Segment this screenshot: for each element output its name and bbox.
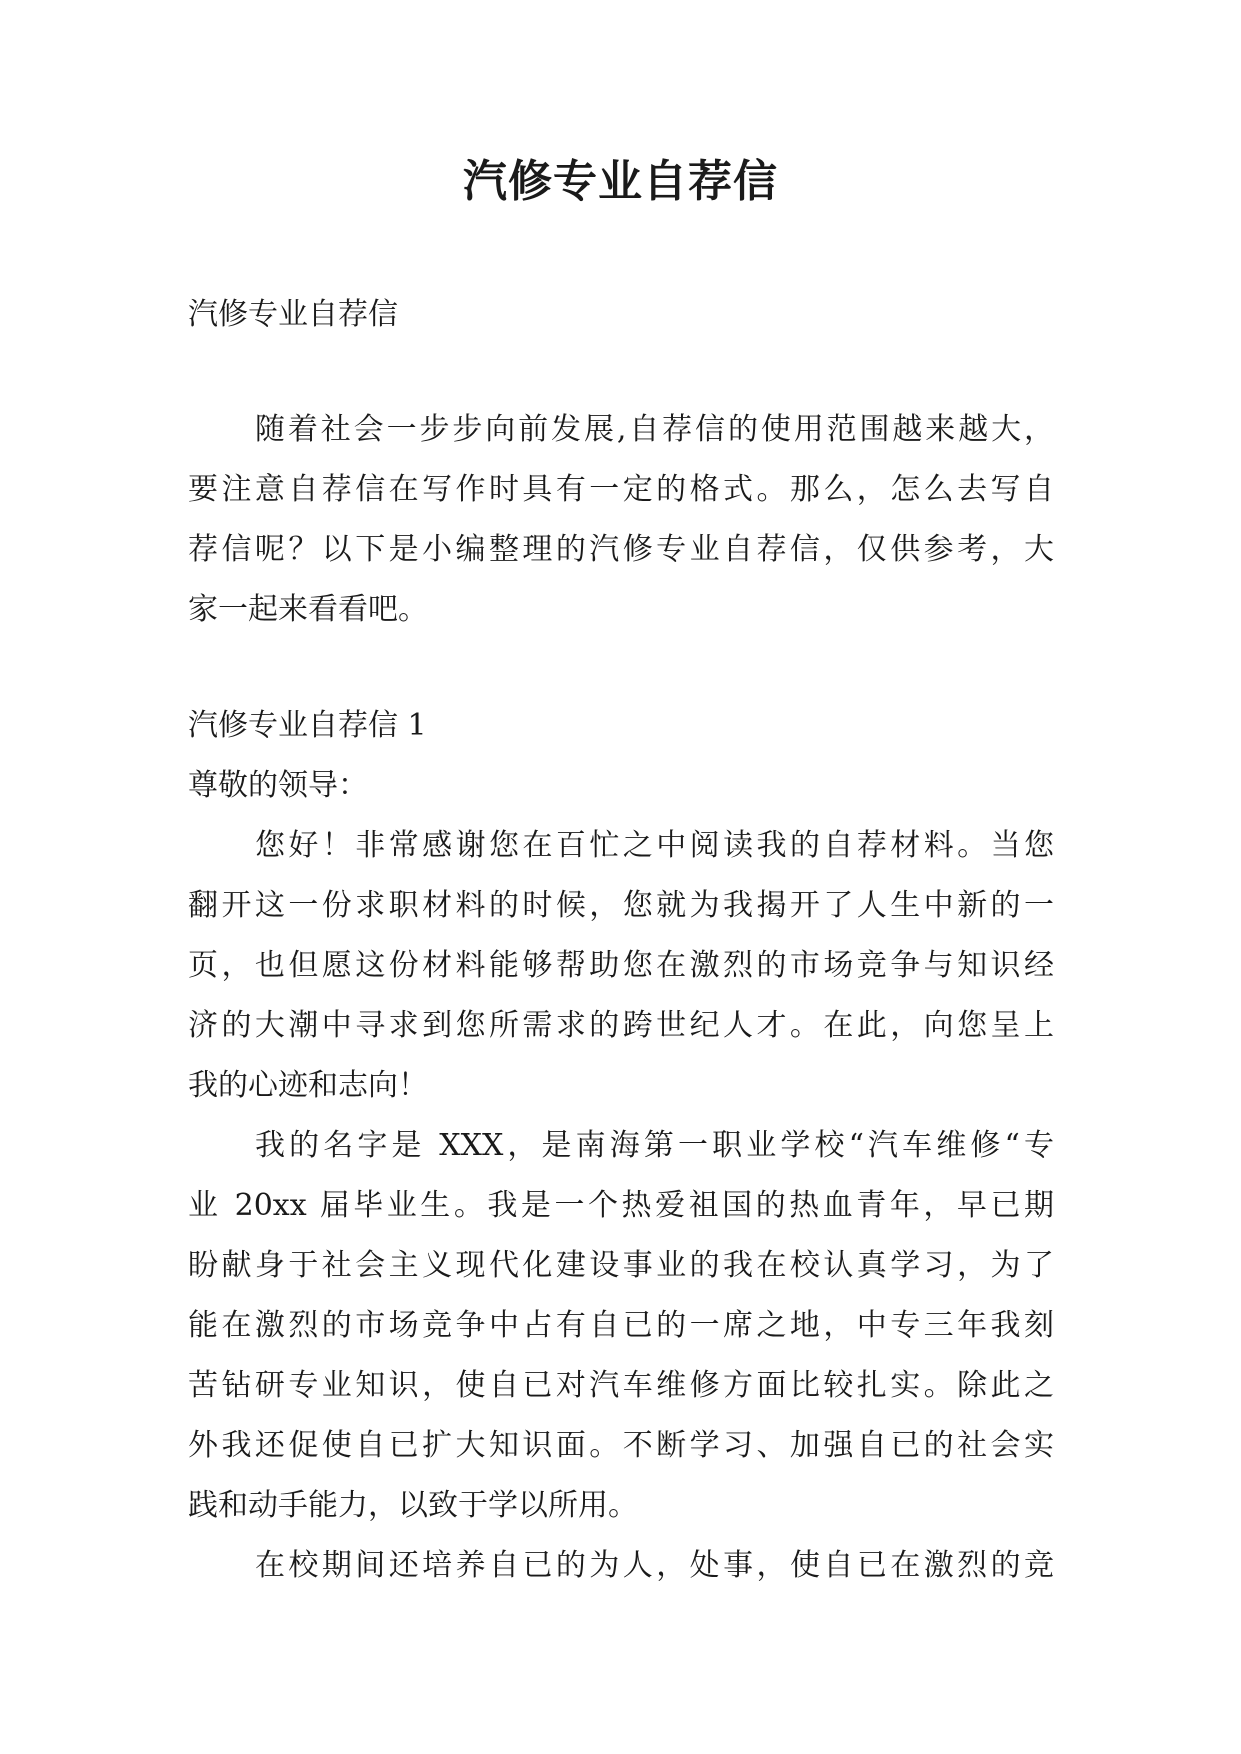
subtitle: 汽修专业自荐信 <box>188 297 398 332</box>
salutation: 尊敬的领导： <box>188 768 368 803</box>
body-line: 我的名字是 XXX，是南海第一职业学校“汽车维修“专 <box>255 1128 1054 1163</box>
body-line: 外我还促使自已扩大知识面。不断学习、加强自已的社会实 <box>188 1428 1054 1463</box>
letter-heading: 汽修专业自荐信 1 <box>188 708 427 743</box>
body-line: 页，也但愿这份材料能够帮助您在激烈的市场竞争与知识经 <box>188 948 1054 983</box>
intro-line: 家一起来看看吧。 <box>188 592 428 627</box>
intro-line: 要注意自荐信在写作时具有一定的格式。那么，怎么去写自 <box>188 472 1054 507</box>
body-line: 在校期间还培养自已的为人，处事，使自已在激烈的竞 <box>255 1548 1054 1583</box>
body-line: 我的心迹和志向！ <box>188 1068 428 1103</box>
body-line: 济的大潮中寻求到您所需求的跨世纪人才。在此，向您呈上 <box>188 1008 1054 1043</box>
body-line: 能在激烈的市场竞争中占有自已的一席之地，中专三年我刻 <box>188 1308 1054 1343</box>
body-line: 盼献身于社会主义现代化建设事业的我在校认真学习，为了 <box>188 1248 1054 1283</box>
body-line: 苦钻研专业知识，使自已对汽车维修方面比较扎实。除此之 <box>188 1368 1054 1403</box>
intro-line: 荐信呢？以下是小编整理的汽修专业自荐信，仅供参考，大 <box>188 532 1054 567</box>
body-line: 您好！非常感谢您在百忙之中阅读我的自荐材料。当您 <box>255 828 1054 863</box>
intro-line: 随着社会一步步向前发展,自荐信的使用范围越来越大， <box>255 412 1054 447</box>
body-line: 翻开这一份求职材料的时候，您就为我揭开了人生中新的一 <box>188 888 1054 923</box>
document-title: 汽修专业自荐信 <box>463 156 778 207</box>
body-line: 践和动手能力，以致于学以所用。 <box>188 1488 638 1523</box>
body-line: 业 20xx 届毕业生。我是一个热爱祖国的热血青年，早已期 <box>188 1188 1054 1223</box>
